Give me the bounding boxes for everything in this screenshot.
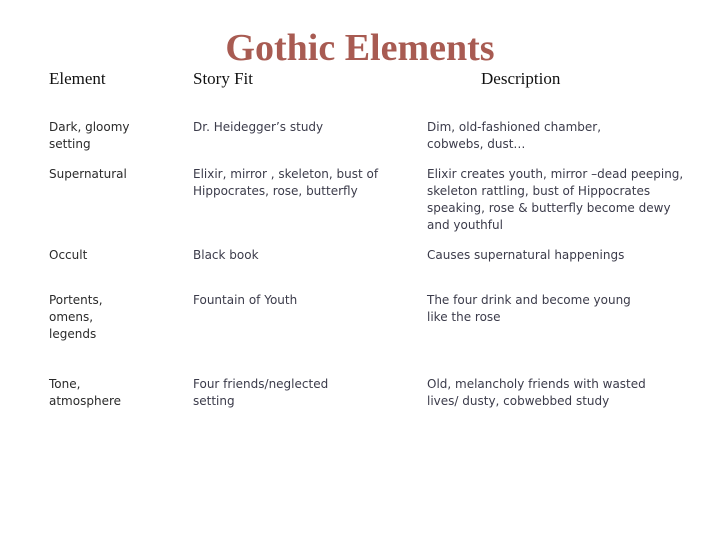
row-4-element: Portents, omens, legends — [49, 293, 103, 341]
row-2-element: Supernatural — [49, 167, 127, 181]
column-header-story-fit: Story Fit — [193, 69, 253, 88]
row-5-element: Tone, atmosphere — [49, 377, 121, 408]
row-4-description: The four drink and become young like the rose — [427, 293, 631, 324]
row-5-description: Old, melancholy friends with wasted lives/ dusty, cobwebbed study — [427, 377, 646, 408]
row-1-story-fit: Dr. Heidegger’s study — [193, 120, 324, 134]
row-2-story-fit: Elixir, mirror , skeleton, bust of Hippocrates, rose, butterfly — [193, 167, 379, 198]
row-2-description: Elixir creates youth, mirror –dead peeping, skeleton rattling, bust of Hippocrates speaking, rose & butterfly become dewy and youthful — [427, 167, 684, 232]
row-3-description: Causes supernatural happenings — [427, 248, 625, 262]
row-1-description: Dim, old-fashioned chamber, cobwebs, dust… — [427, 120, 602, 151]
row-3-element: Occult — [49, 248, 88, 262]
column-header-element: Element — [49, 69, 106, 88]
slide-title: Gothic Elements — [225, 27, 495, 69]
row-5-story-fit: Four friends/neglected setting — [193, 377, 329, 408]
column-header-description: Description — [481, 69, 561, 88]
row-1-element: Dark, gloomy setting — [49, 120, 130, 151]
row-3-story-fit: Black book — [193, 248, 259, 262]
row-4-story-fit: Fountain of Youth — [193, 293, 298, 307]
